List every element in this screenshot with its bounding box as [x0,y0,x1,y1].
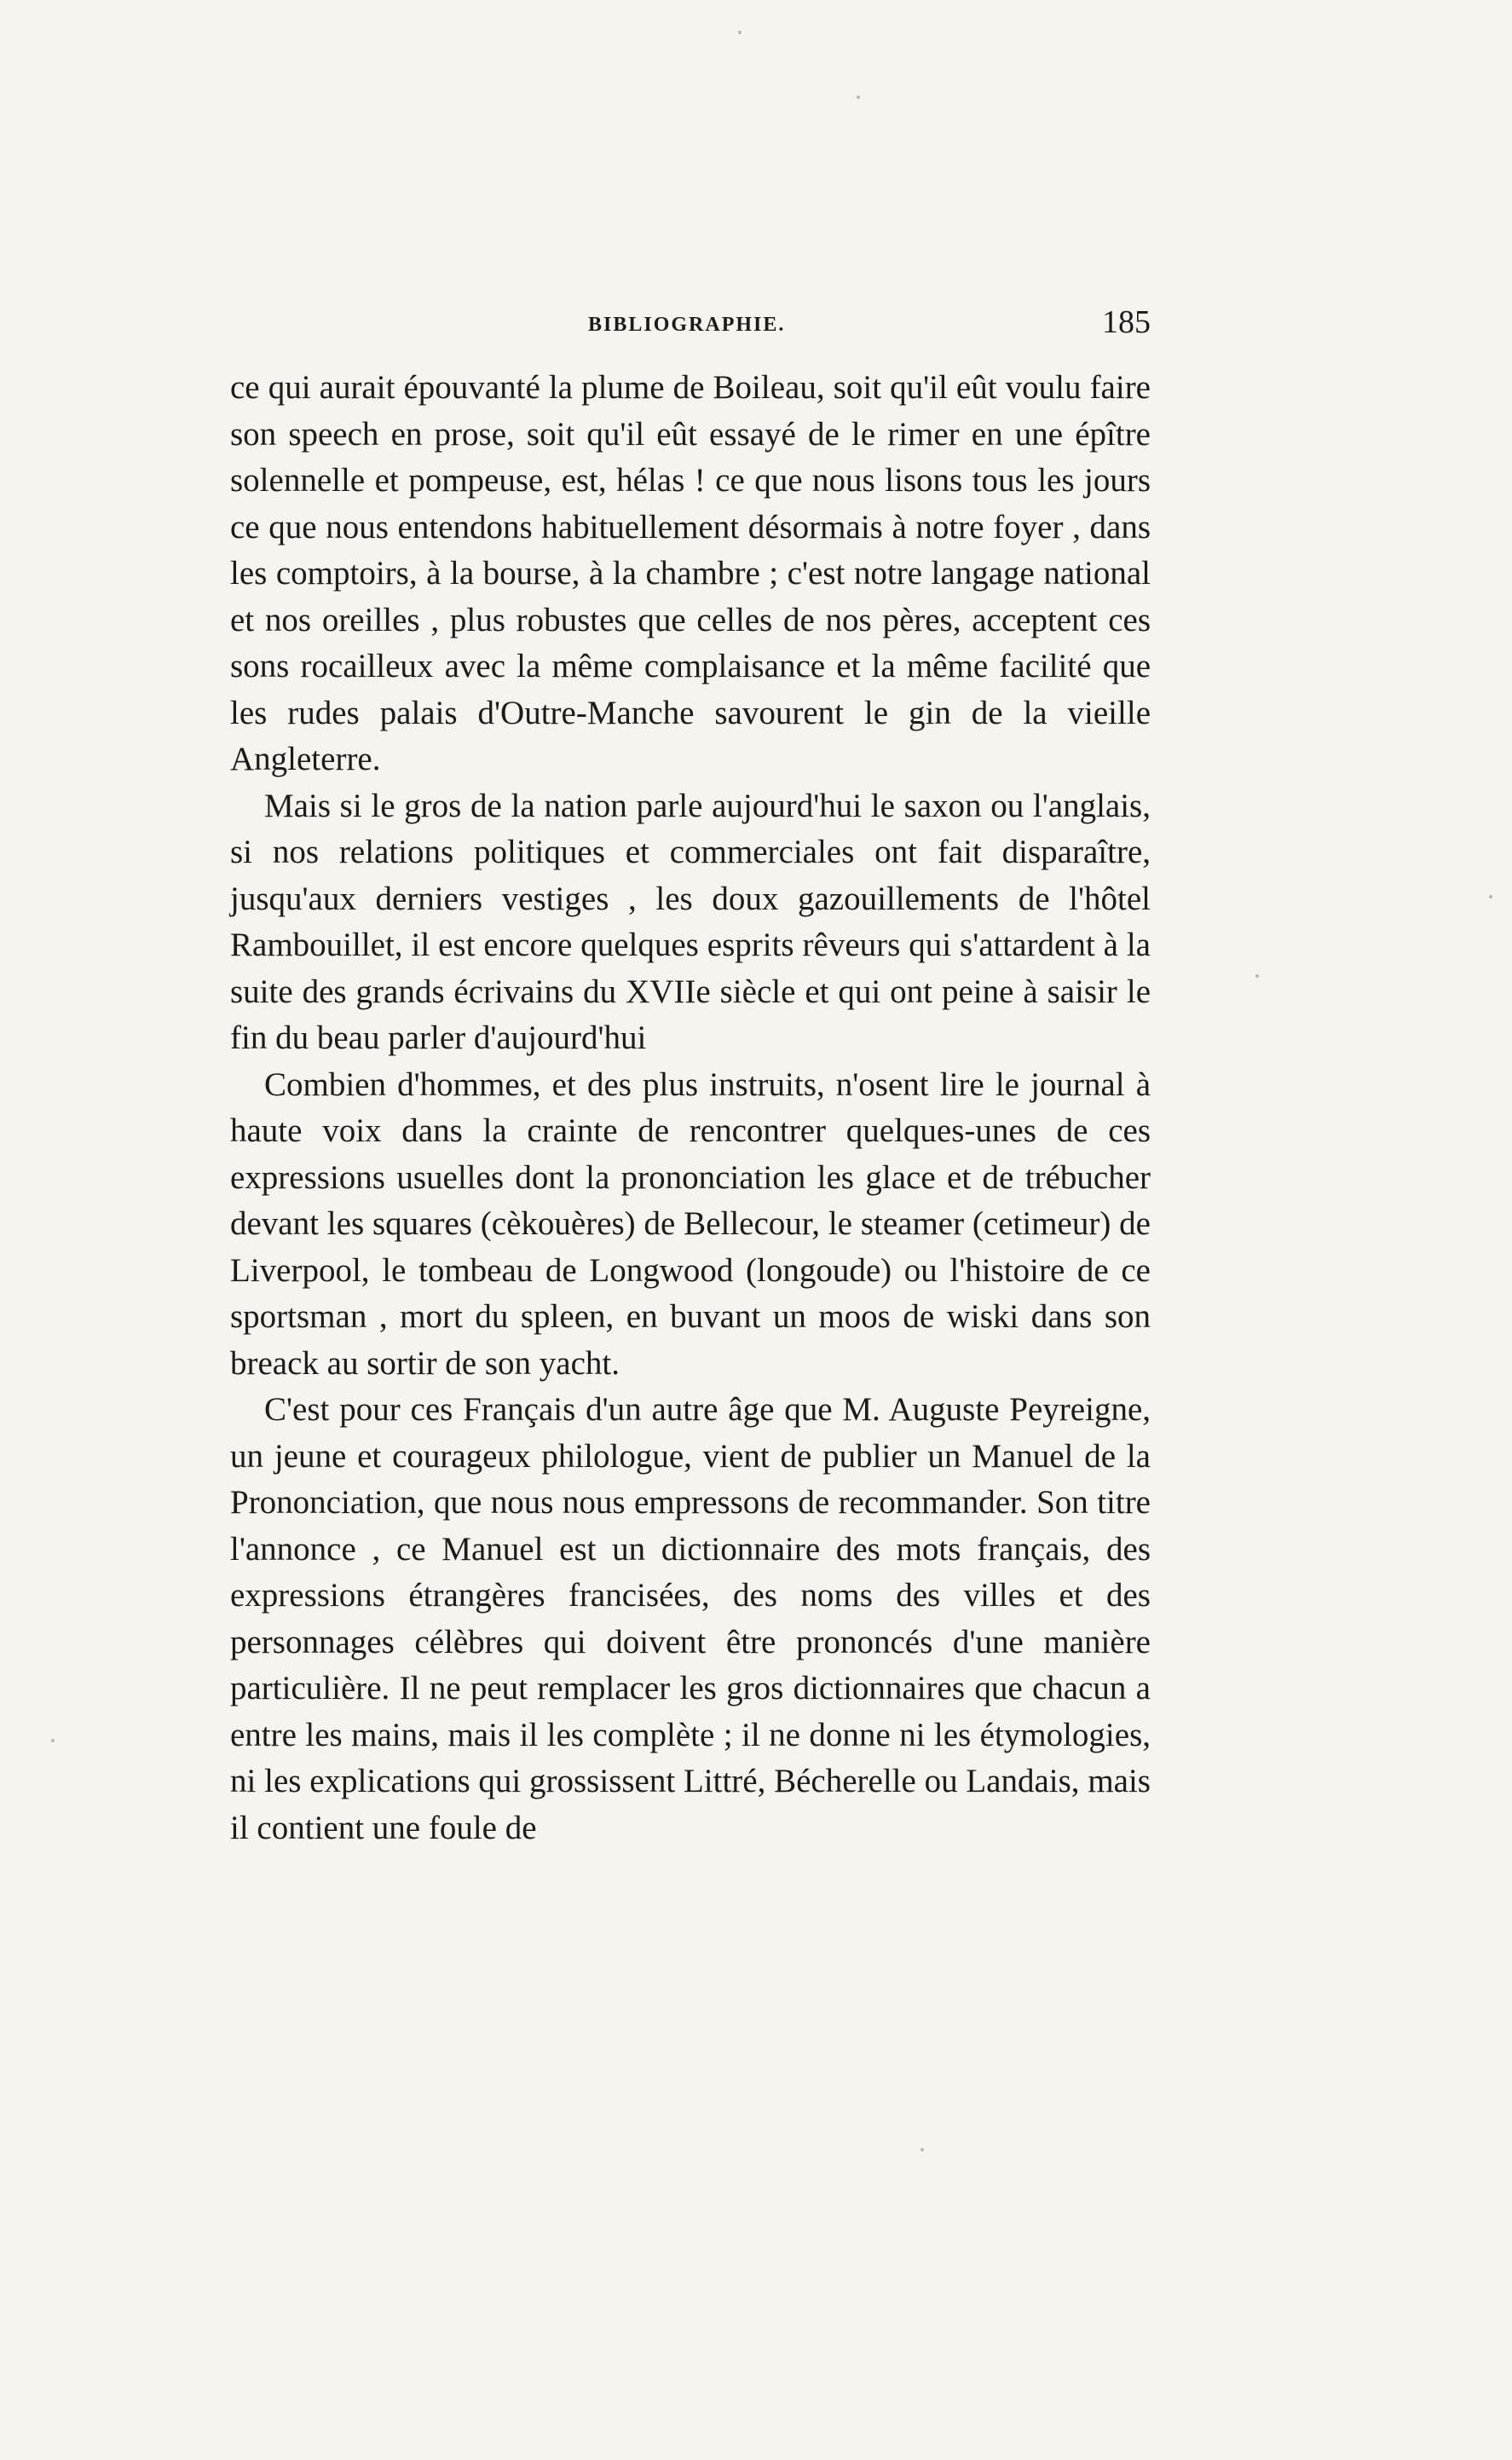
paragraph-2: Mais si le gros de la nation parle aujourd'hui le saxon ou l'anglais, si nos relations politiques et commerciales ont fait disparaître, jusqu'aux derniers vestiges , les doux gazouillements de l'hôtel Rambouillet, il est encore quelques esprits rêveurs qui s'attardent à la suite des grands écrivains du XVIIe siècle et qui ont peine à saisir le fin du beau parler d'aujourd'hui [230,787,1151,1056]
paper-speck [857,95,860,99]
paragraph-1: ce qui aurait épouvanté la plume de Boileau, soit qu'il eût voulu faire son speech en prose, soit qu'il eût essayé de le rimer en une épître solennelle et pompeuse, est, hélas ! ce que nous lisons tous les jours ce que nous entendons habituellement désormais à notre foyer , dans les comptoirs, à la bourse, à la chambre ; c'est notre langage national et nos oreilles , plus robustes que celles de nos pères, acceptent ces sons rocailleux avec la même complaisance et la même facilité que les rudes palais d'Outre-Manche savourent le gin de la vieille Angleterre. [230,369,1151,777]
paragraph-3: Combien d'hommes, et des plus instruits, n'osent lire le journal à haute voix dans la crainte de rencontrer quelques-unes de ces expressions usuelles dont la prononciation les glace et de trébucher devant les squares (cèkouères) de Bellecour, le steamer (cetimeur) de Liverpool, le tombeau de Longwood (longoude) ou l'histoire de ce sportsman , mort du spleen, en buvant un moos de wiski dans son breack au sortir de son yacht. [230,1065,1151,1382]
paragraph-4: C'est pour ces Français d'un autre âge que M. Auguste Peyreigne, un jeune et courageux philologue, vient de publier un Manuel de la Prononciation, que nous nous empressons de recommander. Son titre l'annonce , ce Manuel est un dictionnaire des mots français, des expressions étrangères francisées, des noms des villes et des personnages célèbres qui doivent être prononcés d'une manière particulière. Il ne peut remplacer les gros dictionnaires que chacun a entre les mains, mais il les complète ; il ne donne ni les étymologies, ni les explications qui grossissent Littré, Bécherelle ou Landais, mais il contient une foule de [230,1391,1151,1846]
document-page [230,298,1151,1851]
body-text [230,365,1151,1851]
paper-speck [738,31,742,34]
paper-speck [1255,974,1259,978]
paper-speck [920,2148,924,2151]
paper-speck [1489,895,1492,898]
page-header [230,298,1151,349]
running-head: BIBLIOGRAPHIE. [588,314,786,336]
page-number: 185 [1102,304,1151,340]
paper-speck [51,1739,55,1742]
